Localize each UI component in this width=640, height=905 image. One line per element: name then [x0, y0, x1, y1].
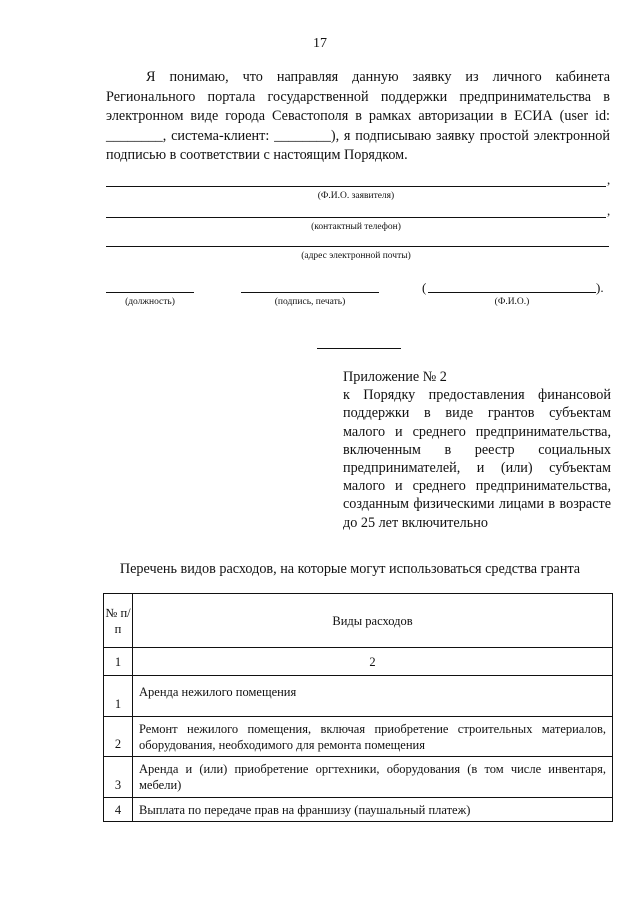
- phone-line: [106, 217, 606, 218]
- page-number: 17: [313, 36, 327, 51]
- row-num: 1: [104, 676, 133, 717]
- header-num: № п/п: [104, 594, 133, 648]
- table-row: [104, 717, 613, 757]
- appendix-block: [343, 368, 611, 532]
- signature-line: [241, 292, 379, 293]
- position-caption: (должность): [125, 297, 175, 307]
- fio-line: [428, 292, 596, 293]
- phone-caption: (контактный телефон): [311, 222, 401, 232]
- comma-2: ,: [607, 203, 611, 218]
- table-index-row: [104, 648, 613, 676]
- header-type: Виды расходов: [133, 594, 613, 648]
- row-num: 4: [104, 798, 133, 822]
- consent-text: Я понимаю, что направляя данную заявку из личного кабинета Регионального портала государственной поддержки предпринимательства в электронном виде города Севастополя в рамках авторизации в ЕСИА (user id: ________, система-клиент: ________), я подписываю заявку простой электронной подписью в соответствии с настоящим Порядком.: [106, 69, 610, 163]
- applicant-name-line: [106, 186, 606, 187]
- fio-close-paren: ).: [596, 280, 604, 295]
- email-caption: (адрес электронной почты): [301, 251, 411, 261]
- index-num: 1: [104, 648, 133, 676]
- applicant-name-caption: (Ф.И.О. заявителя): [317, 191, 395, 201]
- consent-paragraph: [106, 68, 610, 166]
- expense-table: [103, 593, 613, 822]
- row-num: 2: [104, 717, 133, 757]
- fio-caption: (Ф.И.О.): [494, 297, 530, 307]
- appendix-text: к Порядку предоставления финансовой поддержки в виде грантов субъектам малого и среднего предпринимательства, включенным в реестр социальных предпринимателей, и (или) субъектам малого и среднего предпринимательства, созданным физическими лицами в возрасте до 25 лет включительно: [343, 387, 611, 531]
- signature-caption: (подпись, печать): [274, 297, 346, 307]
- row-text: Ремонт нежилого помещения, включая приобретение строительных материалов, оборудования, необходимого для ремонта помещения: [133, 717, 613, 757]
- row-num: 3: [104, 757, 133, 798]
- table-row: [104, 798, 613, 822]
- row-text: Выплата по передаче прав на франшизу (паушальный платеж): [133, 798, 613, 822]
- list-title: Перечень видов расходов, на которые могут использоваться средства гранта: [119, 561, 581, 577]
- comma-1: ,: [607, 172, 611, 187]
- position-line: [106, 292, 194, 293]
- row-text: Аренда нежилого помещения: [133, 676, 613, 717]
- table-row: [104, 757, 613, 798]
- appendix-title: Приложение № 2: [343, 369, 447, 385]
- index-type: 2: [133, 648, 613, 676]
- table-row: [104, 676, 613, 717]
- table-header-row: [104, 594, 613, 648]
- row-text: Аренда и (или) приобретение оргтехники, оборудования (в том числе инвентаря, мебели): [133, 757, 613, 798]
- fio-open-paren: (: [422, 280, 427, 295]
- separator-line: [317, 348, 401, 349]
- email-line: [106, 246, 609, 247]
